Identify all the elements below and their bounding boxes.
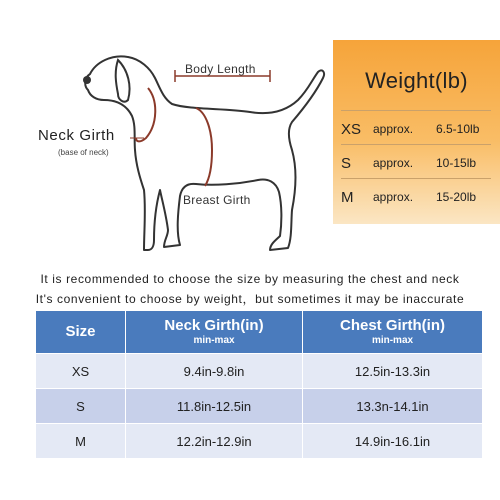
cell-chest: 13.3n-14.1in [303, 389, 483, 424]
header-chest-girth [303, 311, 483, 354]
table-row [36, 389, 483, 424]
weight-approx: approx. [373, 156, 414, 170]
weight-range: 15-20lb [436, 190, 477, 204]
weight-range: 10-15lb [436, 156, 477, 170]
cell-size: S [36, 389, 126, 424]
neck-girth-label: Neck Girth [38, 127, 115, 144]
breast-girth-label: Breast Girth [183, 193, 251, 207]
header-size-label: Size [65, 323, 96, 340]
weight-row-xs [333, 114, 500, 142]
weight-approx: approx. [373, 190, 414, 204]
weight-divider [341, 144, 491, 145]
weight-range: 6.5-10lb [436, 122, 480, 136]
neck-girth-note: (base of neck) [58, 148, 109, 157]
size-table-header [36, 311, 483, 354]
weight-size: S [341, 155, 352, 172]
cell-neck: 11.8in-12.5in [126, 389, 303, 424]
body-length-label: Body Length [185, 62, 256, 76]
weight-approx: approx. [373, 122, 414, 136]
header-neck-label: Neck Girth(in) [164, 317, 264, 334]
cell-chest: 12.5in-13.3in [303, 354, 483, 389]
weight-size: XS [341, 121, 362, 138]
cell-neck: 9.4in-9.8in [126, 354, 303, 389]
weight-row-m [333, 182, 500, 210]
header-chest-label: Chest Girth(in) [340, 317, 445, 334]
weight-divider [341, 178, 491, 179]
weight-row-s [333, 148, 500, 176]
cell-size: XS [36, 354, 126, 389]
dog-ear-outline [116, 60, 130, 102]
header-neck-girth [126, 311, 303, 354]
header-neck-sub: min-max [193, 335, 235, 346]
table-row [36, 354, 483, 389]
cell-chest: 14.9in-16.1in [303, 424, 483, 459]
table-row [36, 424, 483, 459]
header-chest-sub: min-max [371, 335, 414, 346]
recommendation-line-1: It is recommended to choose the size by measuring the chest and neck [40, 272, 460, 286]
weight-card [333, 40, 500, 224]
neck-girth-line [136, 88, 155, 141]
dog-nose [83, 76, 91, 84]
recommendation-line-2: It's convenient to choose by weight，but sometimes it may be inaccurate [35, 292, 465, 306]
weight-size: M [341, 189, 354, 206]
breast-girth-line [196, 108, 212, 186]
size-table [35, 310, 483, 459]
header-size [36, 311, 126, 354]
weight-card-title: Weight(lb) [365, 68, 468, 93]
cell-size: M [36, 424, 126, 459]
dog-outline [85, 56, 324, 250]
weight-divider [341, 110, 491, 111]
cell-neck: 12.2in-12.9in [126, 424, 303, 459]
